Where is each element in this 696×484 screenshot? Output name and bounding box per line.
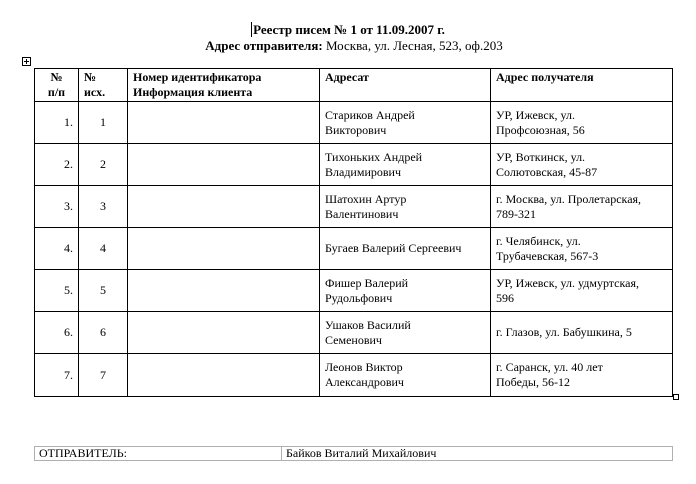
header-out: № исх. bbox=[79, 69, 128, 102]
sender-signature-label: ОТПРАВИТЕЛЬ: bbox=[35, 447, 282, 461]
header-recipient-address: Адрес получателя bbox=[491, 69, 673, 102]
cell-identifier[interactable] bbox=[128, 144, 320, 186]
letters-table bbox=[34, 68, 673, 397]
cell-addressee: Бугаев Валерий Сергеевич bbox=[320, 228, 491, 270]
cell-num: 4. bbox=[35, 228, 79, 270]
table-row bbox=[35, 102, 673, 144]
cell-num: 3. bbox=[35, 186, 79, 228]
table-header-row bbox=[35, 69, 673, 102]
cell-identifier[interactable] bbox=[128, 186, 320, 228]
cell-identifier[interactable] bbox=[128, 270, 320, 312]
table-row bbox=[35, 270, 673, 312]
cell-out: 3 bbox=[79, 186, 128, 228]
cell-out: 5 bbox=[79, 270, 128, 312]
cell-identifier[interactable] bbox=[128, 312, 320, 354]
cell-recipient-address: г. Челябинск, ул. Трубачевская, 567-3 bbox=[491, 228, 673, 270]
cell-addressee: Стариков Андрей Викторович bbox=[320, 102, 491, 144]
cell-num: 1. bbox=[35, 102, 79, 144]
cell-identifier[interactable] bbox=[128, 228, 320, 270]
text-cursor bbox=[251, 22, 252, 37]
cell-addressee: Леонов Виктор Александрович bbox=[320, 354, 491, 397]
sender-address: Москва, ул. Лесная, 523, оф.203 bbox=[325, 38, 503, 53]
cell-out: 7 bbox=[79, 354, 128, 397]
document-title bbox=[0, 22, 696, 38]
cell-num: 7. bbox=[35, 354, 79, 397]
cell-num: 2. bbox=[35, 144, 79, 186]
cell-recipient-address: г. Москва, ул. Пролетарская, 789-321 bbox=[491, 186, 673, 228]
table-move-icon[interactable] bbox=[22, 57, 31, 66]
sender-label: Адрес отправителя: bbox=[205, 38, 323, 53]
sender-signature-name: Байков Виталий Михайлович bbox=[282, 447, 673, 461]
cell-addressee: Шатохин Артур Валентинович bbox=[320, 186, 491, 228]
cell-identifier[interactable] bbox=[128, 354, 320, 397]
cell-out: 1 bbox=[79, 102, 128, 144]
cell-out: 4 bbox=[79, 228, 128, 270]
cell-recipient-address: г. Саранск, ул. 40 лет Победы, 56-12 bbox=[491, 354, 673, 397]
table-row bbox=[35, 354, 673, 397]
cell-recipient-address: УР, Ижевск, ул. удмуртская, 596 bbox=[491, 270, 673, 312]
cell-recipient-address: УР, Воткинск, ул. Солютовская, 45-87 bbox=[491, 144, 673, 186]
header-identifier: Номер идентификатора Информация клиента bbox=[128, 69, 320, 102]
cell-out: 2 bbox=[79, 144, 128, 186]
sender-line bbox=[0, 38, 696, 54]
header-addressee: Адресат bbox=[320, 69, 491, 102]
title-text: Реестр писем № 1 от 11.09.2007 г. bbox=[253, 22, 445, 37]
table-row bbox=[35, 144, 673, 186]
cell-addressee: Фишер Валерий Рудольфович bbox=[320, 270, 491, 312]
cell-num: 6. bbox=[35, 312, 79, 354]
cell-addressee: Тихоньких Андрей Владимирович bbox=[320, 144, 491, 186]
cell-out: 6 bbox=[79, 312, 128, 354]
table-row bbox=[35, 186, 673, 228]
cell-addressee: Ушаков Василий Семенович bbox=[320, 312, 491, 354]
cell-num: 5. bbox=[35, 270, 79, 312]
cell-recipient-address: УР, Ижевск, ул. Профсоюзная, 56 bbox=[491, 102, 673, 144]
sender-signature-table bbox=[34, 446, 673, 461]
signature-row bbox=[35, 447, 673, 461]
table-row bbox=[35, 228, 673, 270]
cell-recipient-address: г. Глазов, ул. Бабушкина, 5 bbox=[491, 312, 673, 354]
cell-identifier[interactable] bbox=[128, 102, 320, 144]
table-row bbox=[35, 312, 673, 354]
header-num: № п/п bbox=[35, 69, 79, 102]
table-resize-handle[interactable] bbox=[673, 394, 679, 400]
